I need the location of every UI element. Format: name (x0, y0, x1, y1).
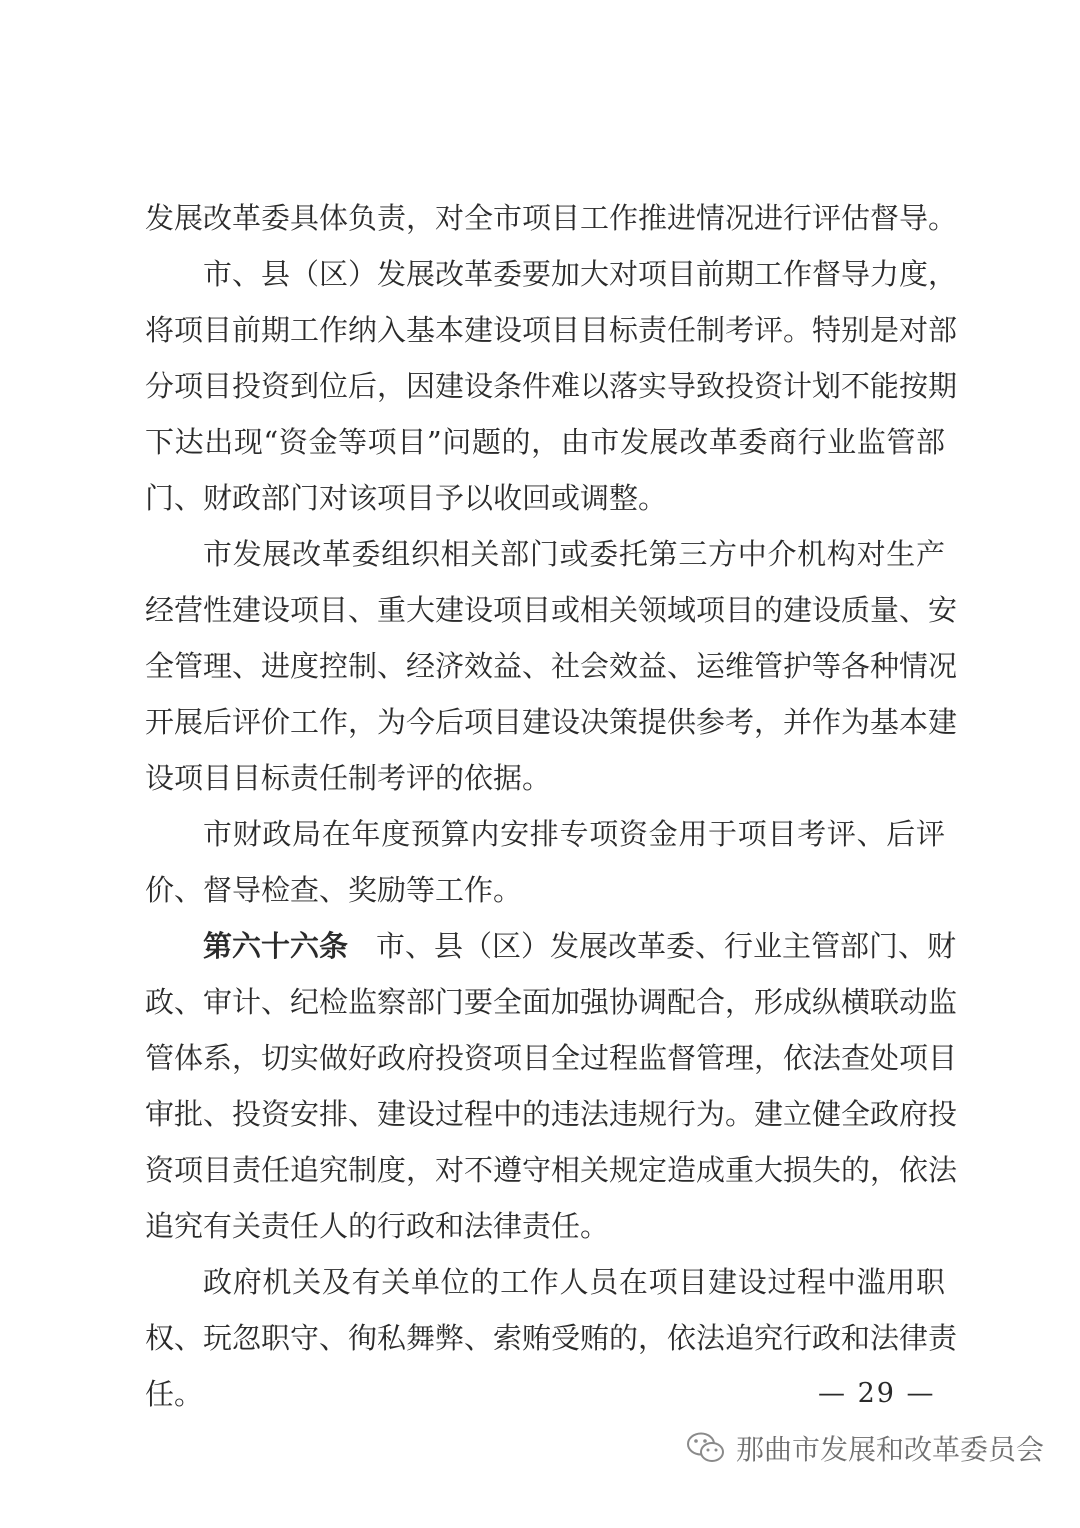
text-line: 价、督导检查、奖励等工作。 (145, 873, 523, 907)
article-number: 第六十六条 (203, 929, 349, 963)
text-line: 任。 (145, 1377, 204, 1411)
text-line: 市财政局在年度预算内安排专项资金用于项目考评、后评 (203, 817, 945, 851)
text-line: 市、县（区）发展改革委、行业主管部门、财 (376, 929, 957, 963)
text-line: 门、财政部门对该项目予以收回或调整。 (145, 481, 668, 515)
watermark-text: 那曲市发展和改革委员会 (735, 1433, 1044, 1466)
text-line: 市发展改革委组织相关部门或委托第三方中介机构对生产 (203, 537, 945, 571)
text-line: 管体系，切实做好政府投资项目全过程监督管理，依法查处项目 (145, 1041, 958, 1075)
text-line: 政府机关及有关单位的工作人员在项目建设过程中滥用职 (203, 1265, 945, 1299)
text-line: 全管理、进度控制、经济效益、社会效益、运维管护等各种情况 (145, 649, 958, 683)
text-line: 发展改革委具体负责，对全市项目工作推进情况进行评估督导。 (145, 201, 958, 235)
text-line: 审批、投资安排、建设过程中的违法违规行为。建立健全政府投 (145, 1097, 958, 1131)
wechat-icon (686, 1431, 726, 1465)
article-line (145, 918, 957, 974)
text-line: 下达出现“资金等项目”问题的，由市发展改革委商行业监管部 (145, 425, 945, 459)
text-line: 政、审计、纪检监察部门要全面加强协调配合，形成纵横联动监 (145, 985, 958, 1019)
text-line: 开展后评价工作，为今后项目建设决策提供参考，并作为基本建 (145, 705, 958, 739)
text-line: 资项目责任追究制度，对不遵守相关规定造成重大损失的，依法 (145, 1153, 958, 1187)
text-line: 将项目前期工作纳入基本建设项目目标责任制考评。特别是对部 (145, 313, 958, 347)
text-line: 分项目投资到位后，因建设条件难以落实导致投资计划不能按期 (145, 369, 958, 403)
text-line: 经营性建设项目、重大建设项目或相关领域项目的建设质量、安 (145, 593, 958, 627)
body-text (145, 190, 958, 1422)
text-line: 权、玩忽职守、徇私舞弊、索贿受贿的，依法追究行政和法律责 (145, 1321, 958, 1355)
page-number: — 29 — (818, 1378, 936, 1409)
text-line: 设项目目标责任制考评的依据。 (145, 761, 552, 795)
text-line: 追究有关责任人的行政和法律责任。 (145, 1209, 610, 1243)
watermark (686, 1428, 1044, 1468)
text-line: 市、县（区）发展改革委要加大对项目前期工作督导力度， (203, 257, 958, 291)
